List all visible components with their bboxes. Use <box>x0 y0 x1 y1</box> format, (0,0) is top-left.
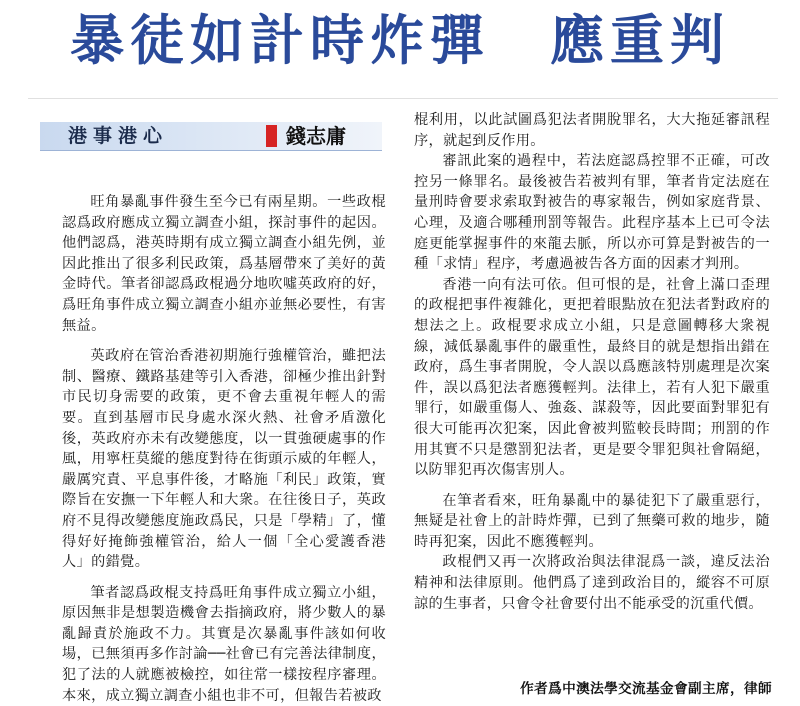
paragraph: 在筆者看來，旺角暴亂中的暴徒犯下了嚴重惡行，無疑是社會上的計時炸彈，已到了無藥可救的地步，隨時再犯案，因此不應獲輕判。 <box>414 492 770 550</box>
headline-divider <box>28 98 778 99</box>
paragraph-continued: 棍利用，以此試圖爲犯法者開脫罪名，大大拖延審訊程序，就起到反作用。 <box>414 112 770 149</box>
author-signature: 作者爲中澳法學交流基金會副主席，律師 <box>520 681 772 697</box>
column-name: 港事港心 <box>68 125 169 147</box>
column-banner <box>40 122 382 151</box>
paragraph: 旺角暴亂事件發生至今已有兩星期。一些政棍認爲政府應成立獨立調查小組，探討事件的起因。他們認爲，港英時期有成立獨立調查小組先例，並因此推出了很多利民政策，爲基層帶來了美好的黃金時代。筆者卻認爲政棍過分地吹噓英政府的好，爲旺角事件成立獨立調查小組亦並無必要性，有害無益。 <box>62 194 386 334</box>
paragraph: 筆者認爲政棍支持爲旺角事件成立獨立小組，原因無非是想製造機會去指摘政府，將少數人的暴亂歸責於施政不力。其實是次暴亂事件該如何收場，已無須再多作討論──社會已有完善法律制度，犯了法的人就應被檢控，如往常一樣按程序審理。本來，成立獨立調查小組也非不可，但報告若被政 <box>62 584 386 704</box>
headline: 暴徒如計時炸彈 應重判 <box>70 9 730 72</box>
paragraph: 英政府在管治香港初期施行強權管治，雖把法制、醫療、鐵路基建等引入香港，卻極少推出針對市民切身需要的政策，更不會去重視年輕人的需要。直到基層市民身處水深火熱、社會矛盾激化後，英政府亦未有改變態度，以一貫強硬處事的作風，用寧枉莫縱的態度對待在街頭示威的年輕人，嚴厲究責、平息事件後，才略施「利民」政策，實際旨在安撫一下年輕人和大衆。在往後日子，英政府不見得改變態度施政爲民，只是「學精」了，懂得好好掩飾強權管治，給人一個「全心愛護香港人」的錯覺。 <box>62 348 386 571</box>
author-name: 錢志庸 <box>286 124 346 148</box>
paragraph: 香港一向有法可依。但可恨的是，社會上滿口歪理的政棍把事件複雜化，更把着眼點放在犯法者對政府的想法之上。政棍要求成立小組，只是意圖轉移大衆視線，減低暴亂事件的嚴重性，最終目的就是想指出錯在政府，爲生事者開脫，令人誤以爲應該特別處理是次案件，誤以爲犯法者應獲輕判。法律上，若有人犯下嚴重罪行，如嚴重傷人、強姦、謀殺等，因此要面對罪犯有很大可能再次犯案，因此會被判監較長時間；刑罰的作用其實不只是懲罰犯法者，更是要令罪犯與社會隔絕，以防罪犯再次傷害別人。 <box>414 276 770 479</box>
article-left-column <box>62 192 386 706</box>
paragraph: 審訊此案的過程中，若法庭認爲控罪不正確，可改控另一條罪名。最後被告若被判有罪，筆者肯定法庭在量刑時會要求索取對被告的專家報告，例如家庭背景、心理，及適合哪種刑罰等報告。此程序基本上已可令法庭更能掌握事件的來龍去脈，所以亦可算是對被告的一種「求情」程序，考慮過被告各方面的因素才判刑。 <box>414 153 770 273</box>
paragraph: 政棍們又再一次將政治與法律混爲一談，違反法治精神和法律原則。他們爲了達到政治目的，縱容不可原諒的生事者，只會令社會要付出不能承受的沉重代價。 <box>414 554 770 612</box>
article-right-column <box>414 110 770 614</box>
red-marker <box>266 125 277 147</box>
